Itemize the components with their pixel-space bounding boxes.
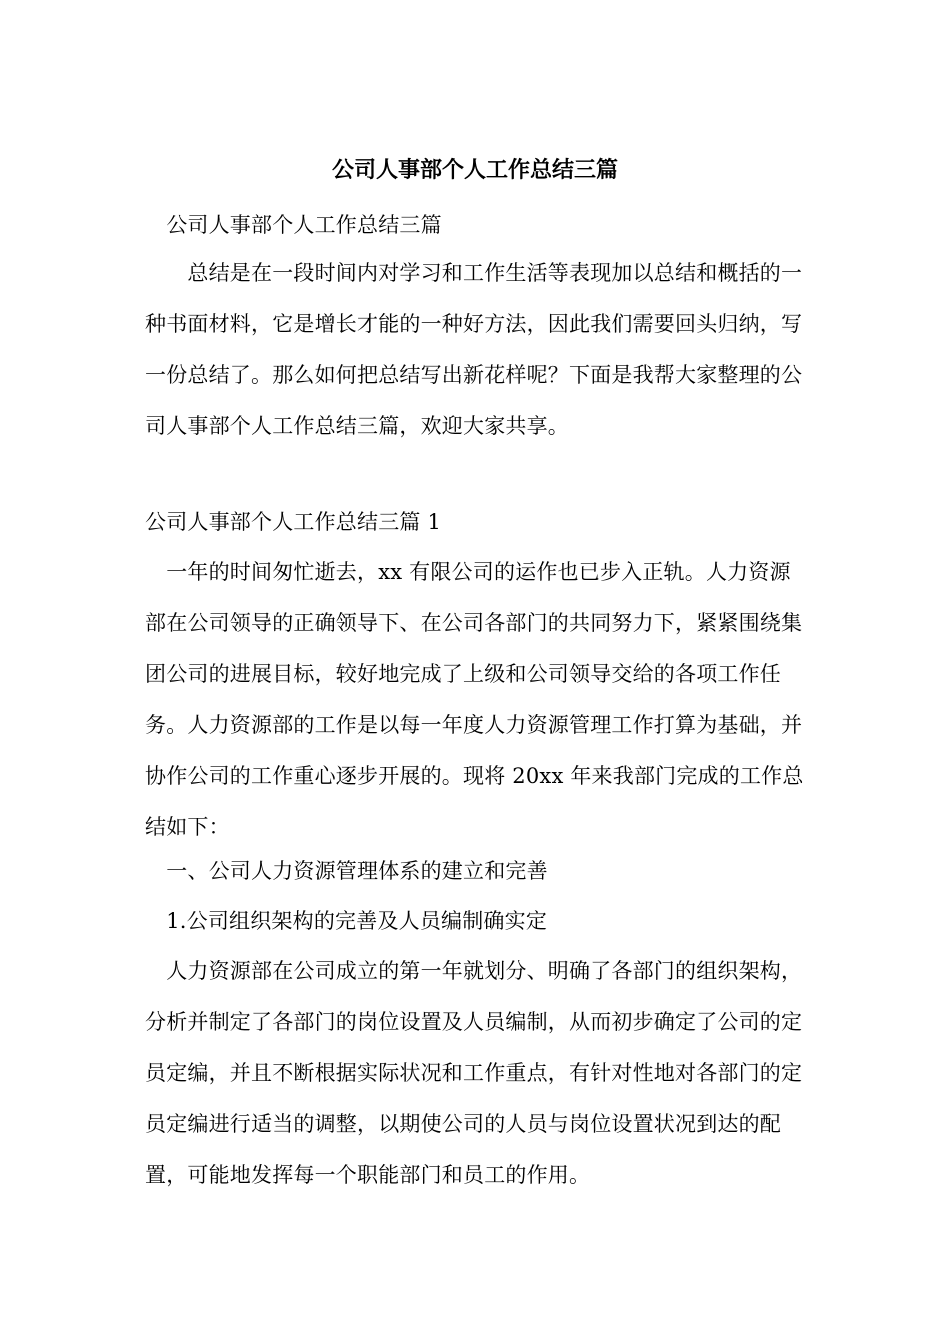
subsection-heading-1: 一、公司人力资源管理体系的建立和完善 [145, 859, 548, 883]
body-paragraph-2: 人力资源部在公司成立的第一年就划分、明确了各部门的组织架构，分析并制定了各部门的岗位设置及人员编制，从而初步确定了公司的定员定编，并且不断根据实际状况和工作重点，有针对性地对各部门的定员定编进行适当的调整，以期使公司的人员与岗位设置状况到达的配置，可能地发挥每一个职能部门和员工的作用。 [145, 959, 803, 1187]
document-title: 公司人事部个人工作总结三篇 [331, 157, 618, 183]
section-heading-1: 公司人事部个人工作总结三篇 1 [145, 510, 442, 534]
subsection-heading-1-1: 1.公司组织架构的完善及人员编制确实定 [145, 909, 548, 933]
subtitle-paragraph: 公司人事部个人工作总结三篇 [145, 213, 442, 237]
body-paragraph-1: 一年的时间匆忙逝去，xx 有限公司的运作也已步入正轨。人力资源部在公司领导的正确领导下、在公司各部门的共同努力下，紧紧围绕集团公司的进展目标，较好地完成了上级和公司领导交给的各项工作任务。人力资源部的工作是以每一年度人力资源管理工作打算为基础，并协作公司的工作重心逐步开展的。现将 20xx 年来我部门完成的工作总结如下： [145, 560, 804, 839]
intro-paragraph: 总结是在一段时间内对学习和工作生活等表现加以总结和概括的一种书面材料，它是增长才能的一种好方法，因此我们需要回头归纳，写一份总结了。那么如何把总结写出新花样呢？下面是我帮大家整理的公司人事部个人工作总结三篇，欢迎大家共享。 [145, 261, 803, 438]
